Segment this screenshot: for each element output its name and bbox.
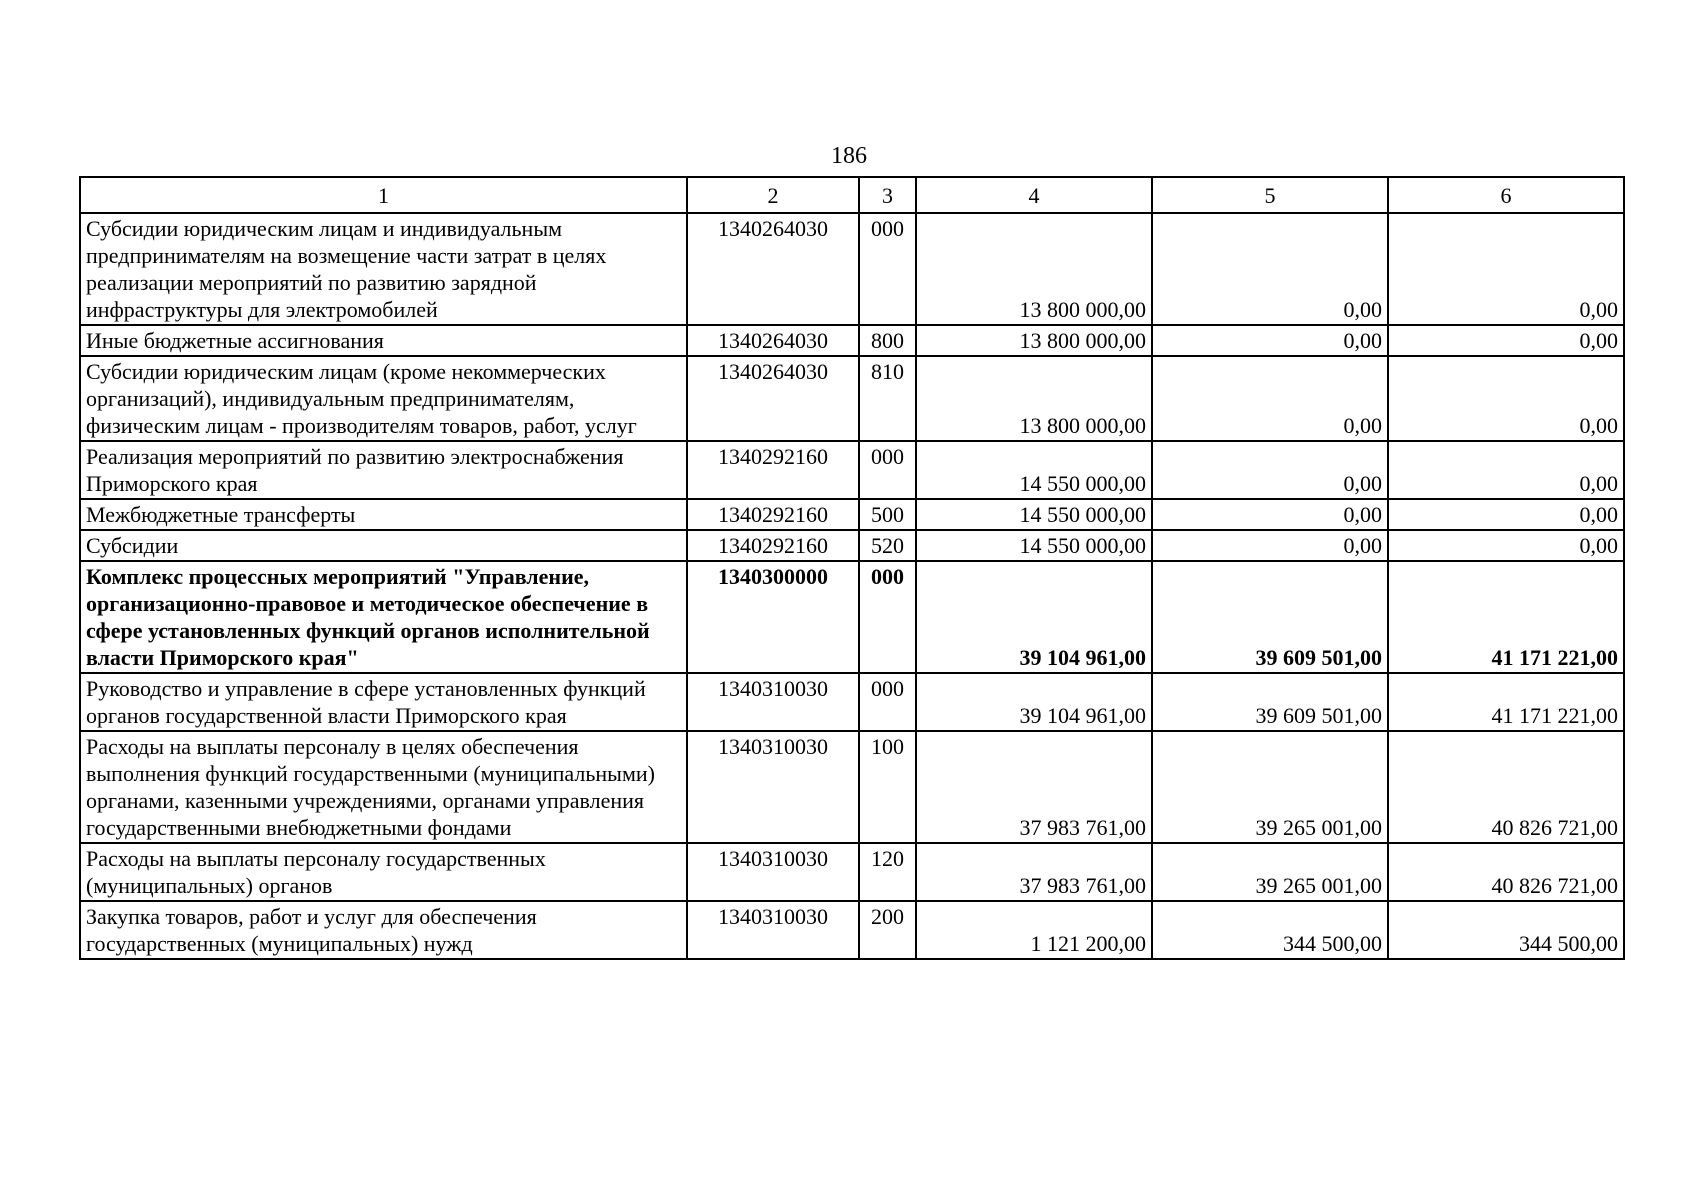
table-row — [80, 213, 1624, 325]
expense-type-cell: 810 — [859, 356, 916, 441]
amount-cell: 14 550 000,00 — [916, 499, 1152, 530]
header-row — [80, 177, 1624, 213]
expense-name-cell: Закупка товаров, работ и услуг для обеспечения государственных (муниципальных) нужд — [80, 901, 687, 959]
amount-cell: 1 121 200,00 — [916, 901, 1152, 959]
expense-name-cell: Межбюджетные трансферты — [80, 499, 687, 530]
target-article-cell: 1340264030 — [687, 356, 859, 441]
table-row — [80, 673, 1624, 731]
amount-cell: 39 104 961,00 — [916, 561, 1152, 673]
amount-cell: 14 550 000,00 — [916, 441, 1152, 499]
target-article-cell: 1340300000 — [687, 561, 859, 673]
expense-type-cell: 000 — [859, 441, 916, 499]
table-row — [80, 499, 1624, 530]
column-header: 1 — [80, 177, 687, 213]
table-row — [80, 731, 1624, 843]
amount-cell: 37 983 761,00 — [916, 843, 1152, 901]
amount-cell: 40 826 721,00 — [1388, 843, 1624, 901]
amount-cell: 39 265 001,00 — [1152, 731, 1388, 843]
column-header: 2 — [687, 177, 859, 213]
target-article-cell: 1340310030 — [687, 901, 859, 959]
table-row — [80, 441, 1624, 499]
column-header: 4 — [916, 177, 1152, 213]
amount-cell: 0,00 — [1388, 356, 1624, 441]
amount-cell: 37 983 761,00 — [916, 731, 1152, 843]
expense-type-cell: 120 — [859, 843, 916, 901]
target-article-cell: 1340310030 — [687, 731, 859, 843]
target-article-cell: 1340264030 — [687, 213, 859, 325]
amount-cell: 39 265 001,00 — [1152, 843, 1388, 901]
table-row — [80, 561, 1624, 673]
expense-type-cell: 200 — [859, 901, 916, 959]
table-body — [80, 177, 1624, 959]
expense-name-cell: Расходы на выплаты персоналу государственных (муниципальных) органов — [80, 843, 687, 901]
amount-cell: 344 500,00 — [1152, 901, 1388, 959]
amount-cell: 40 826 721,00 — [1388, 731, 1624, 843]
amount-cell: 0,00 — [1388, 325, 1624, 356]
amount-cell: 0,00 — [1388, 213, 1624, 325]
expense-name-cell: Иные бюджетные ассигнования — [80, 325, 687, 356]
amount-cell: 0,00 — [1152, 441, 1388, 499]
amount-cell: 0,00 — [1388, 499, 1624, 530]
table-row — [80, 901, 1624, 959]
amount-cell: 39 104 961,00 — [916, 673, 1152, 731]
amount-cell: 39 609 501,00 — [1152, 673, 1388, 731]
expense-type-cell: 800 — [859, 325, 916, 356]
target-article-cell: 1340292160 — [687, 530, 859, 561]
amount-cell: 13 800 000,00 — [916, 325, 1152, 356]
amount-cell: 0,00 — [1152, 499, 1388, 530]
target-article-cell: 1340264030 — [687, 325, 859, 356]
amount-cell: 41 171 221,00 — [1388, 561, 1624, 673]
expense-name-cell: Руководство и управление в сфере установленных функций органов государственной власти Приморского края — [80, 673, 687, 731]
column-header: 5 — [1152, 177, 1388, 213]
table-row — [80, 530, 1624, 561]
amount-cell: 0,00 — [1152, 213, 1388, 325]
amount-cell: 39 609 501,00 — [1152, 561, 1388, 673]
amount-cell: 0,00 — [1152, 530, 1388, 561]
expense-type-cell: 000 — [859, 561, 916, 673]
amount-cell: 14 550 000,00 — [916, 530, 1152, 561]
expense-name-cell: Субсидии юридическим лицам и индивидуальным предпринимателям на возмещение части затрат в целях реализации мероприятий по развитию зарядной инфраструктуры для электромобилей — [80, 213, 687, 325]
target-article-cell: 1340310030 — [687, 843, 859, 901]
amount-cell: 41 171 221,00 — [1388, 673, 1624, 731]
column-header: 6 — [1388, 177, 1624, 213]
expense-type-cell: 520 — [859, 530, 916, 561]
expense-name-cell: Комплекс процессных мероприятий "Управление, организационно-правовое и методическое обеспечение в сфере установленных функций органов исполнительной власти Приморского края" — [80, 561, 687, 673]
amount-cell: 0,00 — [1388, 441, 1624, 499]
page-number: 186 — [831, 143, 867, 169]
expense-type-cell: 500 — [859, 499, 916, 530]
expense-name-cell: Субсидии — [80, 530, 687, 561]
target-article-cell: 1340292160 — [687, 499, 859, 530]
target-article-cell: 1340292160 — [687, 441, 859, 499]
expense-type-cell: 000 — [859, 673, 916, 731]
amount-cell: 344 500,00 — [1388, 901, 1624, 959]
expense-name-cell: Субсидии юридическим лицам (кроме некоммерческих организаций), индивидуальным предпринимателям, физическим лицам - производителям товаров, работ, услуг — [80, 356, 687, 441]
table-row — [80, 325, 1624, 356]
amount-cell: 0,00 — [1152, 356, 1388, 441]
expense-type-cell: 000 — [859, 213, 916, 325]
expense-type-cell: 100 — [859, 731, 916, 843]
table-row — [80, 843, 1624, 901]
amount-cell: 13 800 000,00 — [916, 356, 1152, 441]
amount-cell: 13 800 000,00 — [916, 213, 1152, 325]
amount-cell: 0,00 — [1152, 325, 1388, 356]
budget-table — [79, 176, 1625, 960]
amount-cell: 0,00 — [1388, 530, 1624, 561]
table-row — [80, 356, 1624, 441]
expense-name-cell: Расходы на выплаты персоналу в целях обеспечения выполнения функций государственными (муниципальными) органами, казенными учреждениями, органами управления государственными внебюджетными фондами — [80, 731, 687, 843]
expense-name-cell: Реализация мероприятий по развитию электроснабжения Приморского края — [80, 441, 687, 499]
column-header: 3 — [859, 177, 916, 213]
target-article-cell: 1340310030 — [687, 673, 859, 731]
